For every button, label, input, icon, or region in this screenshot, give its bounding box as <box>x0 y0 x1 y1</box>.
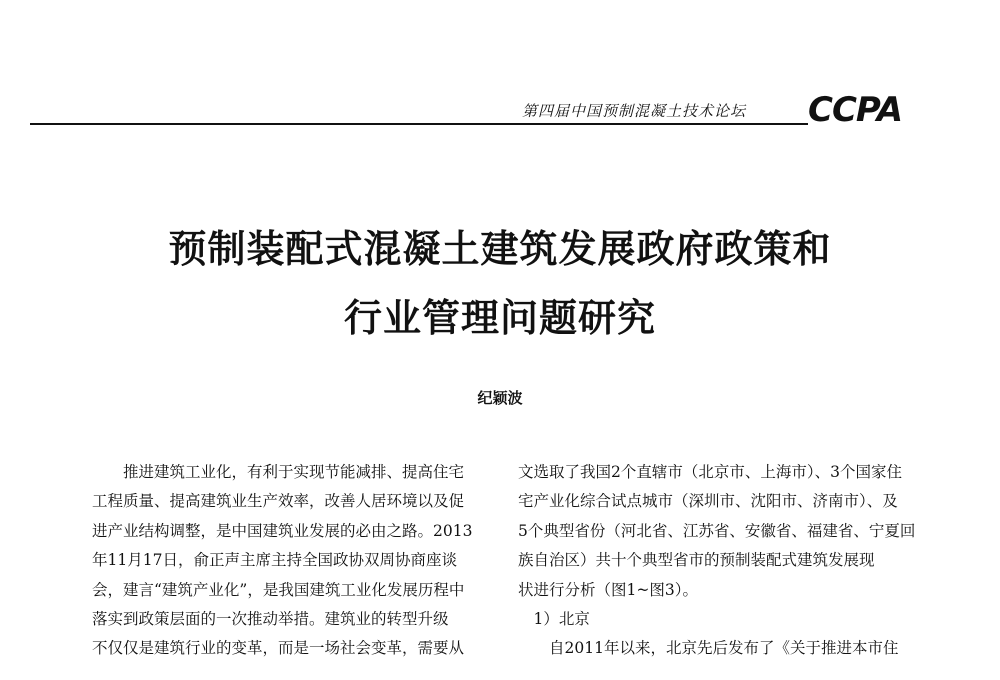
header-rule <box>30 123 808 125</box>
body-line: 推进建筑工业化，有利于实现节能减排、提高住宅 <box>92 463 465 481</box>
body-line: 宅产业化综合试点城市（深圳市、沈阳市、济南市）、及 <box>518 492 898 511</box>
body-line: 年11月17日，俞正声主席主持全国政协双周协商座谈 <box>92 551 457 570</box>
journal-name: 第四届中国预制混凝土技术论坛 <box>522 102 747 120</box>
article-title-line-2: 行业管理问题研究 <box>343 296 656 340</box>
left-column <box>92 458 492 664</box>
section-heading: 1）北京 <box>518 610 590 629</box>
article-title-line-1: 预制装配式混凝土建筑发展政府政策和 <box>168 227 832 271</box>
body-line: 落实到政策层面的一次推动举措。建筑业的转型升级 <box>92 610 449 629</box>
ccpa-logo: CCPA <box>808 90 903 130</box>
author-name: 纪颖波 <box>477 389 523 407</box>
body-line: 不仅仅是建筑行业的变革，而是一场社会变革，需要从 <box>92 639 465 658</box>
body-line: 5个典型省份（河北省、江苏省、安徽省、福建省、宁夏回 <box>518 521 916 540</box>
body-line: 自2011年以来，北京先后发布了《关于推进本市住 <box>518 639 899 658</box>
body-line: 族自治区）共十个典型省市的预制装配式建筑发展现 <box>518 551 875 570</box>
body-line: 工程质量、提高建筑业生产效率，改善人居环境以及促 <box>92 492 465 511</box>
body-line: 文选取了我国2个直辖市（北京市、上海市）、3个国家住 <box>518 463 902 481</box>
body-line: 状进行分析（图1~图3）。 <box>518 580 698 599</box>
body-line: 进产业结构调整，是中国建筑业发展的必由之路。2013 <box>92 521 473 540</box>
right-column <box>518 458 918 664</box>
body-line: 会，建言“建筑产业化”，是我国建筑工业化发展历程中 <box>92 580 465 599</box>
